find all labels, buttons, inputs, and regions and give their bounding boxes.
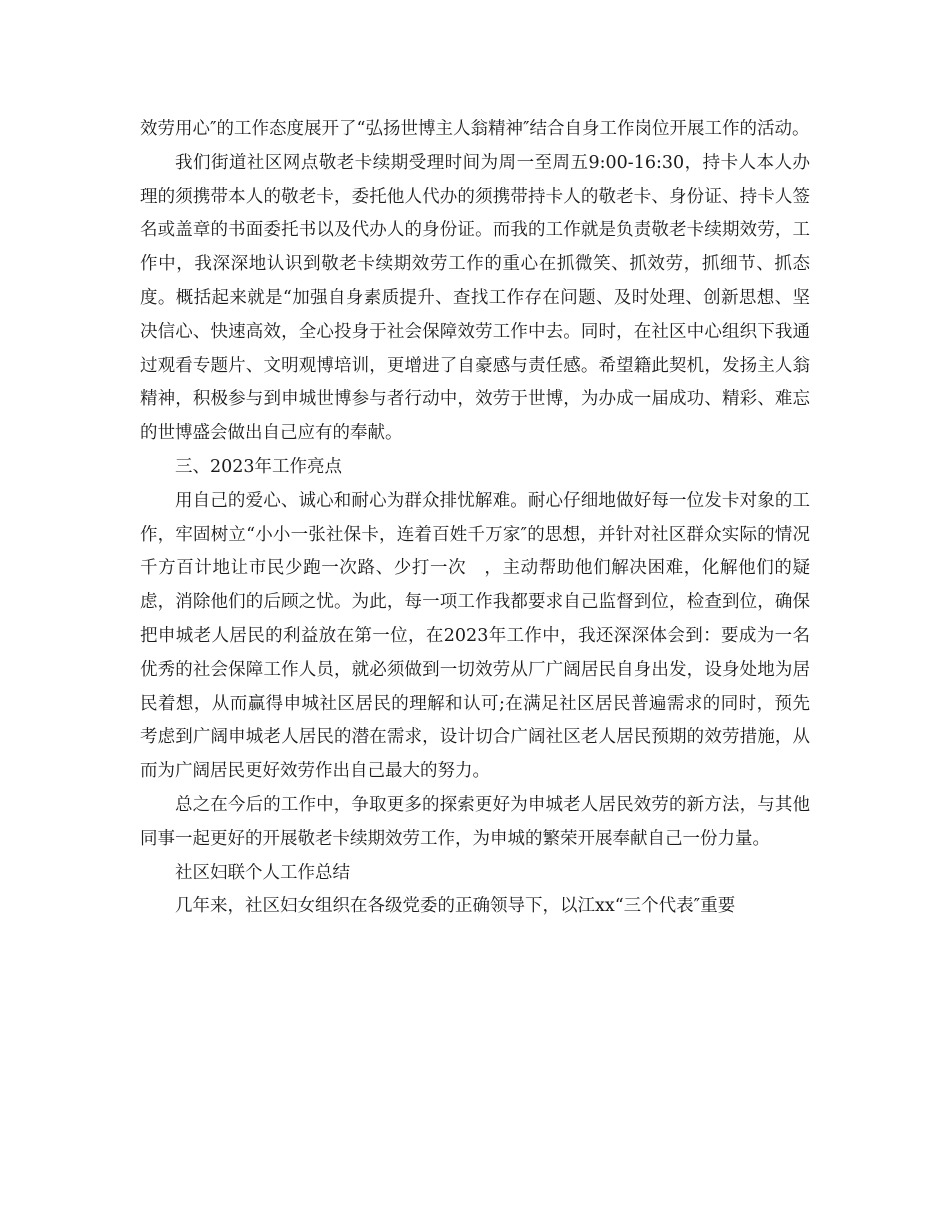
paragraph-elderly-card-service: 我们街道社区网点敬老卡续期受理时间为周一至周五9:00-16:30，持卡人本人办理的须携带本人的敬老卡，委托他人代办的须携带持卡人的敬老卡、身份证、持卡人签名或盖章的书面委托书以及代办人的身份证。而我的工作就是负责敬老卡续期效劳，工作中，我深深地认识到敬老卡续期效劳工作的重心在抓微笑、抓效劳，抓细节、抓态度。概括起来就是“加强自身素质提升、查找工作存在问题、及时处理、创新思想、坚决信心、快速高效，全心投身于社会保障效劳工作中去。同时，在社区中心组织下我通过观看专题片、文明观博培训，更增进了自豪感与责任感。希望籍此契机，发扬主人翁精神，积极参与到申城世博参与者行动中，效劳于世博，为办成一届成功、精彩、难忘的世博盛会做出自己应有的奉献。 [140,152,810,444]
paragraph-continuation: 效劳用心″的工作态度展开了“弘扬世博主人翁精神″结合自身工作岗位开展工作的活动。 [140,119,810,139]
section-heading-womens-federation: 社区妇联个人工作总结 [175,862,350,883]
paragraph-conclusion: 总之在今后的工作中，争取更多的探索更好为申城老人居民效劳的新方法，与其他同事一起更好的开展敬老卡续期效劳工作，为申城的繁荣开展奉献自己一份力量。 [140,794,810,849]
paragraph-highlights-body: 用自己的爱心、诚心和耐心为群众排忧解难。耐心仔细地做好每一位发卡对象的工作，牢固树立“小小一张社保卡，连着百姓千万家″的思想，并针对社区群众实际的情况千方百计地让市民少跑一次路、少打一次 ，主动帮助他们解决困难，化解他们的疑虑，消除他们的后顾之忧。为此，每一项工作我都要求自己监督到位，检查到位，确保把申城老人居民的利益放在第一位，在2023年工作中，我还深深体会到：要成为一名优秀的社会保障工作人员，就必须做到一切效劳从厂广阔居民自身出发，设身处地为居民着想，从而赢得申城社区居民的理解和认可;在满足社区居民普遍需求的同时，预先考虑到广阔申城老人居民的潜在需求，设计切合广阔社区老人居民预期的效劳措施，从而为广阔居民更好效劳作出自己最大的努力。 [140,490,810,782]
paragraph-womens-federation-intro: 几年来，社区妇女组织在各级党委的正确领导下，以江xx“三个代表″重要 [175,896,736,917]
section-heading-highlights: 三、2023年工作亮点 [175,456,343,477]
document-page [140,113,810,924]
